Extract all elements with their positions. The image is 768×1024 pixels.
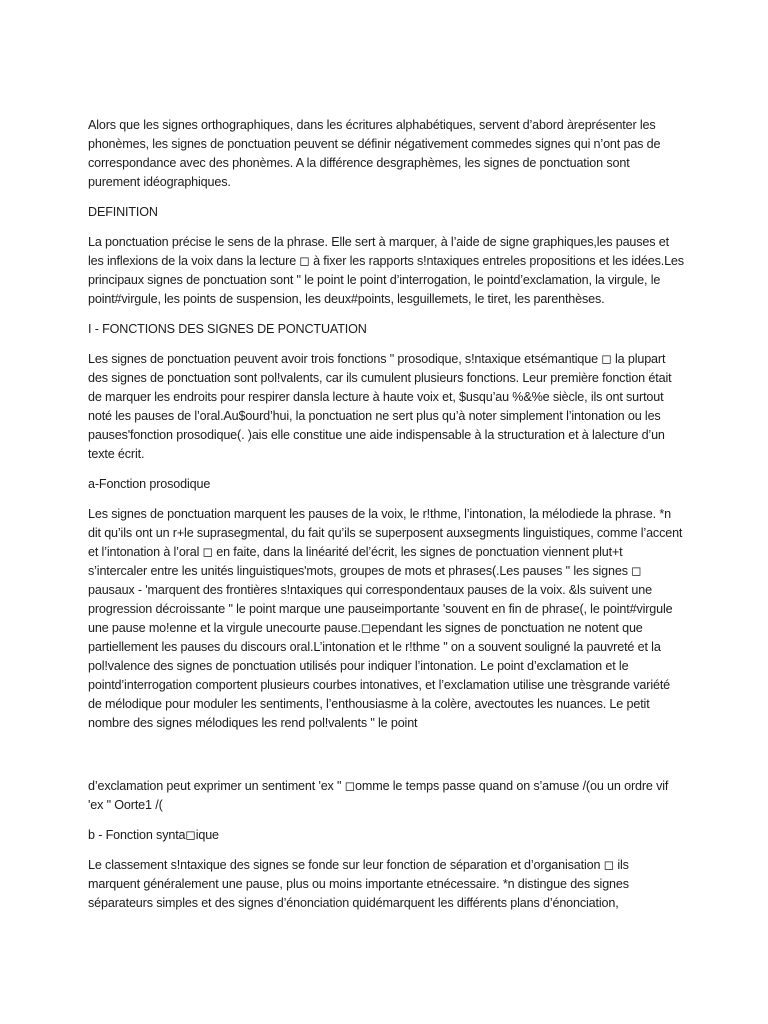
intro-paragraph: Alors que les signes orthographiques, dans les écritures alphabétiques, servent d’abord àreprésenter les phonèmes, les signes de ponctuation peuvent se définir négativement commedes signes qui n’ont pas de correspondance avec des phonèmes. A la différence desgraphèmes, les signes de ponctuation sont purement idéographiques. — [88, 118, 661, 189]
document-body — [88, 116, 684, 924]
heading-fonctions: I - FONCTIONS DES SIGNES DE PONCTUATION — [88, 322, 367, 336]
definition-paragraph: La ponctuation précise le sens de la phrase. Elle sert à marquer, à l’aide de signe graphiques,les pauses et les inflexions de la voix dans la lecture ◻ à fixer les rapports s!ntaxiques entreles propositions et les idées.Les principaux signes de ponctuation sont " le point le point d’interrogation, le pointd’exclamation, la virgule, le point#virgule, les points de suspension, les deux#points, lesguillemets, le tiret, les parenthèses. — [88, 235, 684, 306]
fonctions-paragraph: Les signes de ponctuation peuvent avoir trois fonctions " prosodique, s!ntaxique etsémantique ◻ la plupart des signes de ponctuation sont pol!valents, car ils cumulent plusieurs fonctions. Leur première fonction était de marquer les endroits pour respirer dansla lecture à haute voix et, $usqu’au %&%e siècle, ils ont surtout noté les pauses de l’oral.Au$ourd’hui, la ponctuation ne sert plus qu’à noter simplement l’intonation ou les pauses'fonction prosodique(. )ais elle constitue une aide indispensable à la structuration et à lalecture d’un texte écrit. — [88, 352, 672, 461]
heading-definition: DEFINITION — [88, 205, 158, 219]
exclamation-paragraph: d’exclamation peut exprimer un sentiment 'ex " ◻omme le temps passe quand on s’amuse /(ou un ordre vif 'ex " Oorte1 /( — [88, 779, 669, 812]
syntaxique-paragraph: Le classement s!ntaxique des signes se fonde sur leur fonction de séparation et d’organisation ◻ ils marquent généralement une pause, plus ou moins importante etnécessaire. *n distingue des signes séparateurs simples et des signes d’énonciation quidémarquent les différents plans d’énonciation, — [88, 858, 629, 910]
heading-fonction-prosodique: a-Fonction prosodique — [88, 477, 211, 491]
prosodique-paragraph: Les signes de ponctuation marquent les pauses de la voix, le r!thme, l’intonation, la mélodiede la phrase. *n dit qu’ils ont un r+le suprasegmental, du fait qu’ils se superposent auxsegments linguistiques, comme l’accent et l’intonation à l’oral ◻ en faite, dans la linéarité del’écrit, les signes de ponctuation viennent plut+t s’intercaler entre les unités linguistiques'mots, groupes de mots et phrases(.Les pauses " les signes ◻ pausaux - 'marquent des frontières s!ntaxiques qui correspondentaux pauses de la voix. &ls suivent une progression décroissante " le point marque une pauseimportante 'souvent en fin de phrase(, le point#virgule une pause mo!enne et la virgule unecourte pause.◻ependant les signes de ponctuation ne notent que partiellement les pauses du discours oral.L’intonation et le r!thme " on a souvent souligné la pauvreté et la pol!valence des signes de ponctuation utilisés pour indiquer l’intonation. Le point d’exclamation et le pointd’interrogation comportent plusieurs courbes intonatives, et l’exclamation utilise une trèsgrande variété de mélodique pour moduler les sentiments, l’enthousiasme à la colère, avectoutes les nuances. Le petit nombre des signes mélodiques les rend pol!valents " le point — [88, 507, 683, 730]
heading-fonction-syntaxique: b - Fonction synta◻ique — [88, 828, 219, 842]
page-break-gap — [88, 744, 684, 777]
